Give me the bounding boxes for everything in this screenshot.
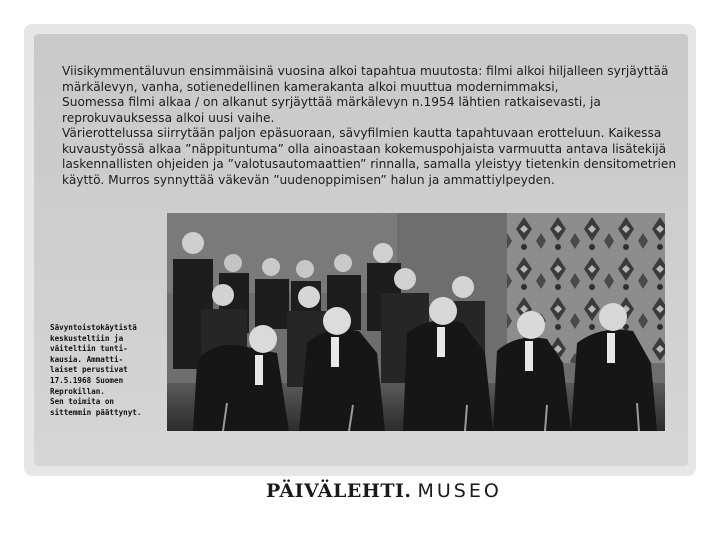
caption-line: laiset perustivat [50, 365, 128, 375]
group-photo [167, 213, 665, 431]
caption-line: kausia. Ammatti- [50, 354, 124, 364]
caption-line: Reprokillan. [50, 386, 105, 396]
slide-paragraph [62, 64, 682, 188]
caption-line: keskusteltiin ja [50, 333, 124, 343]
paragraph-line: Suomessa filmi alkaa / on alkanut syrjäyttää märkälevyn n.1954 lähtien ratkaisevasti, ja [62, 95, 601, 109]
paragraph-line: käyttö. Murros synnyttää väkevän ”uudenoppimisen” halun ja ammattiylpeyden. [62, 172, 555, 187]
caption-line: Sen toimita on [50, 397, 115, 407]
paragraph-line: Värierottelussa siirrytään paljon epäsuoraan, sävyfilmien kautta tapahtuvaan erotteluun. Kaikessa [62, 126, 662, 140]
photo-caption [50, 323, 170, 418]
paragraph-line: märkälevyn, vanha, sotienedellinen kamerakanta alkoi muuttua modernimmaksi, [62, 79, 559, 94]
paragraph-line: laskennallisten ohjeiden ja ”valotusautomaattien” rinnalla, samalla yleistyy tietenkin densitometrien [62, 157, 677, 171]
paragraph-line: reprokuvauksessa alkoi uusi vaihe. [62, 110, 275, 125]
paragraph-line: kuvaustyössä alkaa ”näppituntuma” olla ainoastaan kokemuspohjaista varmuutta antava lisätekijä [62, 141, 667, 156]
caption-line: väiteltiin tunti- [50, 344, 128, 354]
logo-brand: PÄIVÄLEHTI. [266, 480, 412, 502]
paivalehti-museo-logo [266, 480, 502, 508]
caption-line: Sävyntoistokäytistä [50, 323, 137, 332]
paragraph-line: Viisikymmentäluvun ensimmäisinä vuosina alkoi tapahtua muutosta: filmi alkoi hiljalleen syrjäyttää [62, 64, 669, 78]
logo-sub: MUSEO [417, 480, 502, 502]
caption-line: 17.5.1968 Suomen [50, 375, 124, 385]
group-photo-icon [167, 213, 665, 431]
caption-line: sittemmin päättynyt. [50, 407, 142, 417]
